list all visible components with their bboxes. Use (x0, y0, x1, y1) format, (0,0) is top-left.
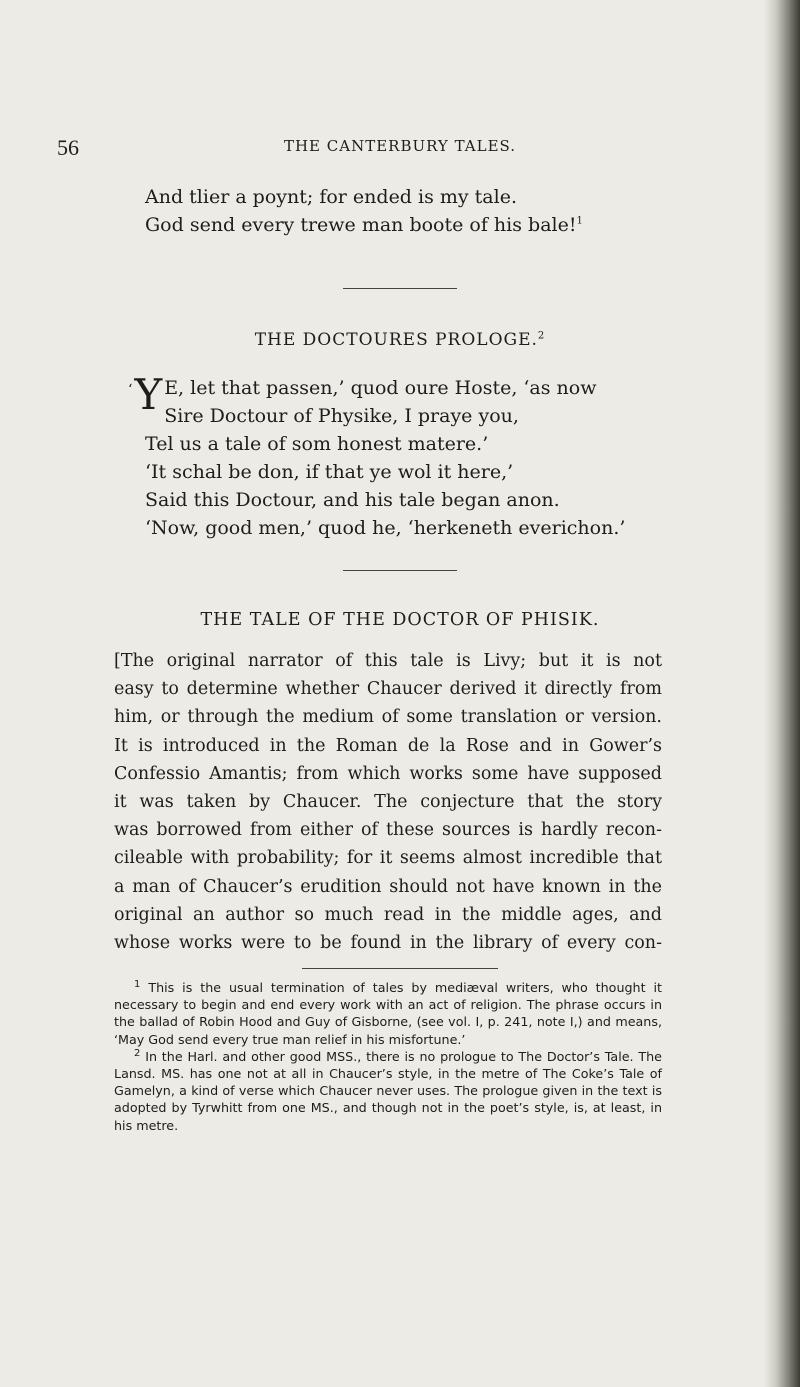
paragraph-line: It is introduced in the Roman de la Rose and in Gower’s (114, 735, 662, 756)
verse-line: Said this Doctour, and his tale began anon. (145, 489, 560, 511)
footnote-ref: 2 (537, 330, 546, 342)
paragraph-line: [The original narrator of this tale is Livy; but it is not (114, 651, 662, 671)
footnote-marker: 1 (134, 978, 141, 990)
verse-line: Tel us a tale of som honest matere.’ (145, 433, 489, 455)
prologue-verse (128, 370, 668, 542)
paragraph-line: it was taken by Chaucer. The conjecture that the story (114, 791, 662, 812)
page-edge-shadow (764, 0, 800, 1387)
prologue-heading: THE DOCTOURES PROLOGE.$^2$ (254, 330, 546, 350)
prologue-opening: ‘ Y E, let that passen,’ quod oure Hoste, ‘as now Sire Doctour of Physike, I praye you, (128, 374, 668, 430)
footnote-marker: 2 (134, 1047, 141, 1059)
footnote: $^1$ This is the usual termination of tales by mediæval writers, who thought it necessary to begin and end every work with an act of religion. The phrase occurs in the ballad of Robin Hood and Guy of Gisborne, (see vol. I, p. 241, note I,) and means, ‘May God send every true man relief in his misfortune.’ (114, 978, 662, 1047)
tale-heading: THE TALE OF THE DOCTOR OF PHISIK. (200, 610, 600, 630)
paragraph-line: cileable with probability; for it seems almost incredible that (114, 848, 662, 869)
verse-line: Sire Doctour of Physike, I praye you, (164, 405, 519, 427)
drop-cap: Y (134, 370, 163, 419)
footnote-divider (302, 968, 498, 969)
running-title: THE CANTERBURY TALES. (283, 137, 517, 155)
tale-paragraph (114, 647, 662, 957)
page-number: 56 (57, 135, 79, 160)
section-divider (343, 288, 457, 289)
verse-line: ‘Now, good men,’ quod he, ‘herkeneth everichon.’ (145, 517, 626, 539)
paragraph-line: a man of Chaucer’s erudition should not have known in the (114, 876, 662, 897)
verse-line: And tlier a poynt; for ended is my tale. (145, 186, 517, 208)
intro-verse (145, 183, 583, 239)
paragraph-line: him, or through the medium of some translation or version. (114, 707, 662, 728)
page-header (0, 135, 800, 165)
footnote: $^2$ In the Harl. and other good MSS., there is no prologue to The Doctor’s Tale. The Lansd. MS. has one not at all in Chaucer’s style, in the metre of The Coke’s Tale of Gamelyn, a kind of verse which Chaucer never uses. The prologue given in the text is adopted by Tyrwhitt from one MS., and though not in the poet’s style, is, at least, in his metre. (114, 1047, 662, 1133)
footnotes (114, 979, 662, 1134)
footnote-ref: 1 (576, 215, 583, 227)
verse-line: ‘It schal be don, if that ye wol it here,’ (145, 461, 514, 483)
verse-line: E, let that passen,’ quod oure Hoste, ‘as now (164, 377, 597, 399)
paragraph-line: original an author so much read in the middle ages, and (114, 904, 662, 925)
paragraph-line: Confessio Amantis; from which works some have supposed (114, 763, 662, 784)
section-divider (343, 570, 457, 571)
paragraph-line: whose works were to be found in the library of every con- (114, 932, 662, 953)
paragraph-line: easy to determine whether Chaucer derived it directly from (114, 679, 662, 700)
paragraph-line: was borrowed from either of these sources is hardly recon- (114, 820, 662, 841)
verse-line: God send every trewe man boote of his bale!$^1$ (145, 214, 583, 236)
